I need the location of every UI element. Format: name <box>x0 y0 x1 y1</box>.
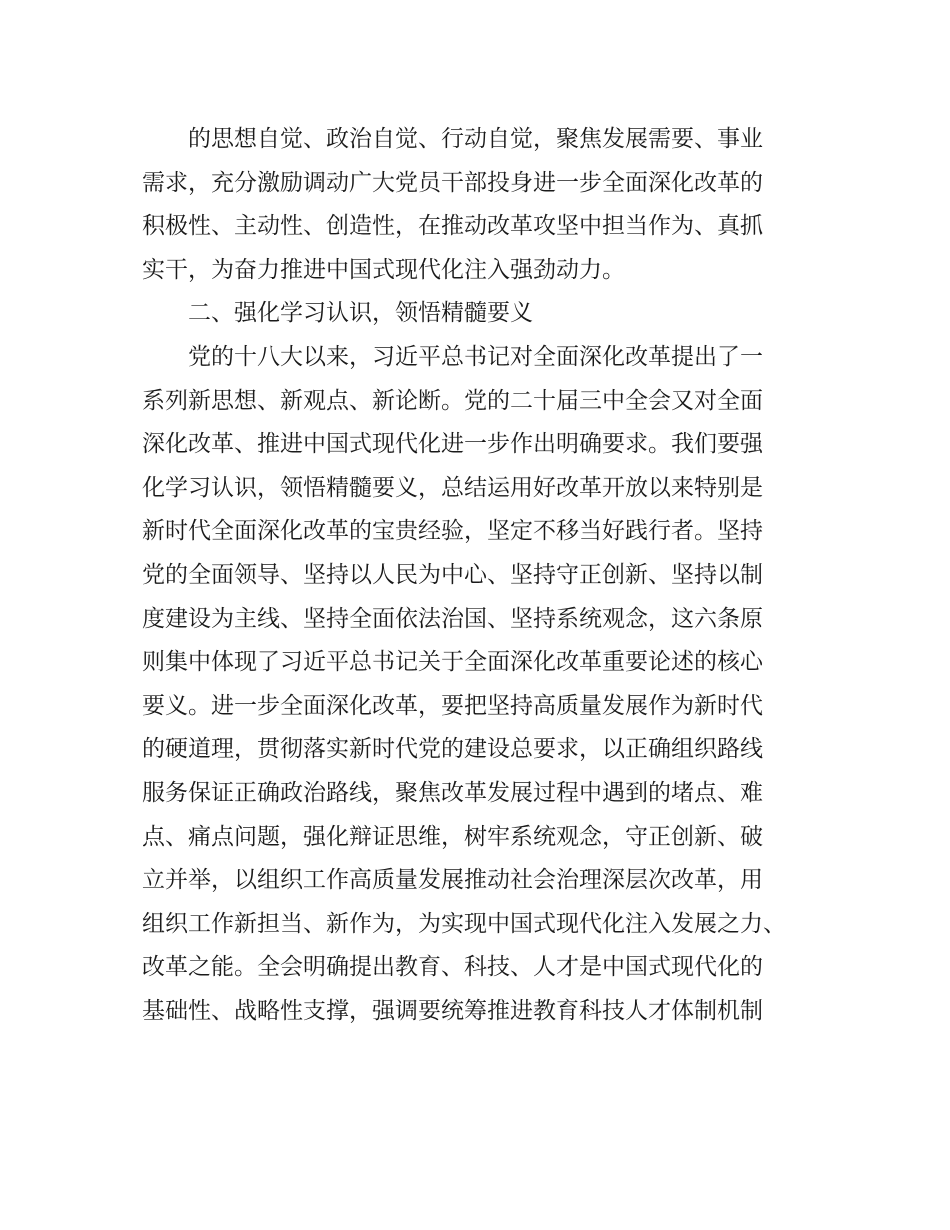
body-text <box>142 118 832 1033</box>
text-line: 要义。进一步全面深化改革，要把坚持高质量发展作为新时代 <box>142 692 763 719</box>
text-line: 的思想自觉、政治自觉、行动自觉，聚焦发展需要、事业 <box>188 126 763 152</box>
text-line: 新时代全面深化改革的宝贵经验，坚定不移当好践行者。坚持 <box>142 518 763 545</box>
text-line: 立并举，以组织工作高质量发展推动社会治理深层次改革，用 <box>142 867 763 894</box>
text-line: 组织工作新担当、新作为，为实现中国式现代化注入发展之力、 <box>142 910 786 937</box>
text-line: 需求，充分激励调动广大党员干部投身进一步全面深化改革的 <box>142 169 763 196</box>
text-line: 度建设为主线、坚持全面依法治国、坚持系统观念，这六条原 <box>142 605 763 632</box>
text-line: 系列新思想、新观点、新论断。党的二十届三中全会又对全面 <box>142 387 763 414</box>
text-line: 深化改革、推进中国式现代化进一步作出明确要求。我们要强 <box>142 431 763 458</box>
text-line: 实干，为奋力推进中国式现代化注入强劲动力。 <box>142 256 625 283</box>
text-line: 积极性、主动性、创造性，在推动改革攻坚中担当作为、真抓 <box>142 213 763 240</box>
text-line: 点、痛点问题，强化辩证思维，树牢系统观念，守正创新、破 <box>142 823 763 850</box>
text-line: 基础性、战略性支撑，强调要统筹推进教育科技人才体制机制 <box>142 997 763 1024</box>
text-line: 改革之能。全会明确提出教育、科技、人才是中国式现代化的 <box>142 954 763 981</box>
text-line: 化学习认识，领悟精髓要义，总结运用好改革开放以来特别是 <box>142 474 763 501</box>
text-line: 党的十八大以来，习近平总书记对全面深化改革提出了一 <box>188 343 763 370</box>
text-line: 服务保证正确政治路线，聚焦改革发展过程中遇到的堵点、难 <box>142 779 763 806</box>
text-line: 则集中体现了习近平总书记关于全面深化改革重要论述的核心 <box>142 649 763 676</box>
section-heading: 二、强化学习认识，领悟精髓要义 <box>188 300 533 327</box>
text-line: 党的全面领导、坚持以人民为中心、坚持守正创新、坚持以制 <box>142 561 763 588</box>
text-line: 的硬道理，贯彻落实新时代党的建设总要求，以正确组织路线 <box>142 736 763 763</box>
